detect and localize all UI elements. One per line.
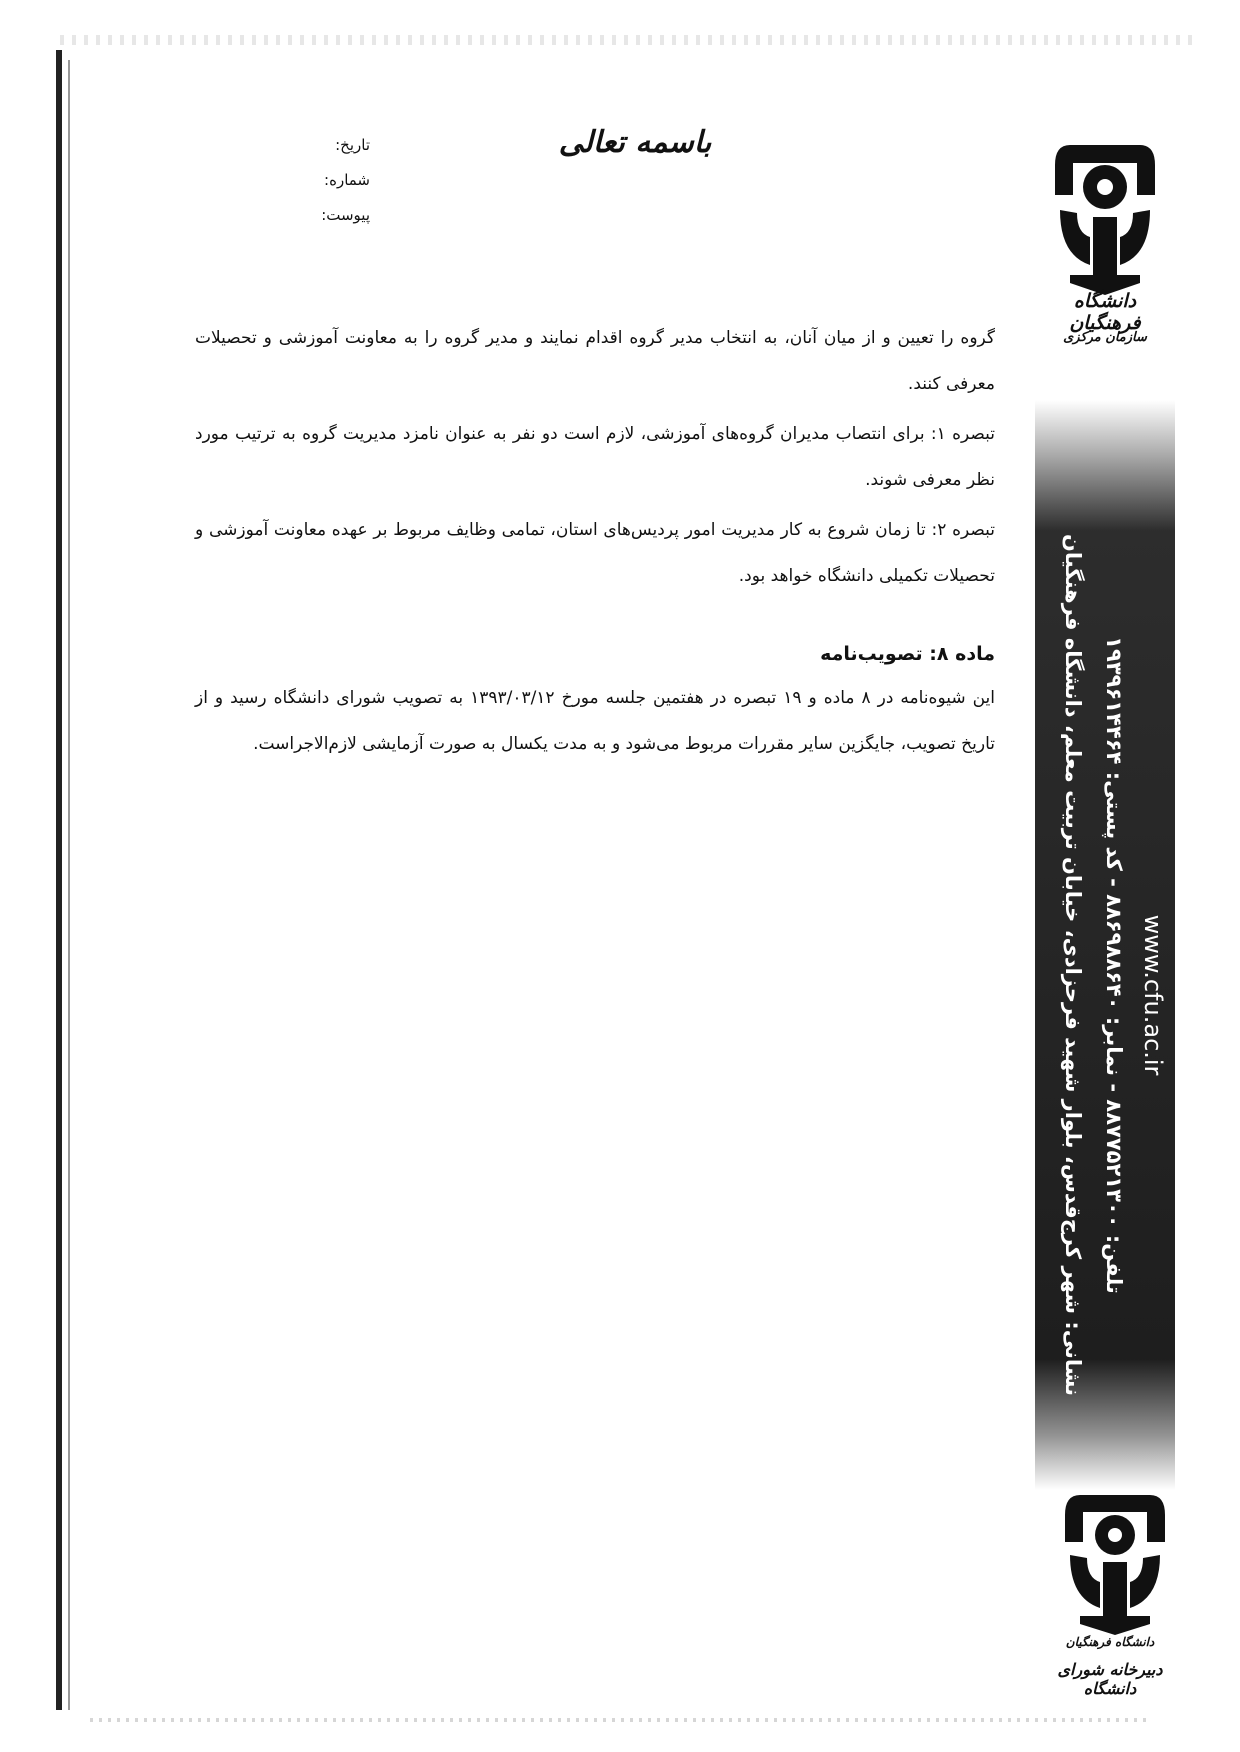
scan-border-left	[56, 50, 62, 1710]
council-secretariat-label: دبیرخانه شورای دانشگاه	[1057, 1660, 1163, 1698]
central-org-label: سازمان مرکزی	[1063, 330, 1147, 345]
phone-fax-postal-text: تلفن: ۸۸۷۷۵۲۱۳۰۰ - نمابر: ۸۸۶۹۸۸۶۴۰ - کد پستی: ۱۹۳۹۶۱۴۴۶۴	[1102, 636, 1126, 1294]
number-label: شماره:	[324, 171, 370, 189]
scan-noise-top	[60, 35, 1200, 45]
attachment-label: پیوست:	[321, 206, 370, 224]
letter-meta-fields	[280, 128, 370, 233]
note-1: تبصره ۱: برای انتصاب مدیران گروه‌های آموزشی، لازم است دو نفر به عنوان نامزد مدیریت گروه به ترتیب مورد نظر معرفی شوند.	[195, 424, 996, 490]
website-text: www.cfu.ac.ir	[1139, 914, 1167, 1076]
scan-border-left-thin	[68, 60, 70, 1710]
date-label: تاریخ:	[335, 136, 370, 154]
university-name-top: دانشگاه فرهنگیان	[1069, 290, 1141, 334]
article-8-text: این شیوه‌نامه در ۸ ماده و ۱۹ تبصره در هفتمین جلسه مورخ ۱۳۹۳/۰۳/۱۲ به تصویب شورای دانشگاه رسید و از تاریخ تصویب، جایگزین سایر مقررات مربوط می‌شود و به مدت یکسال به صورت آزمایشی لازم‌الاجراست.	[195, 688, 995, 754]
article-8-heading: ماده ۸: تصویب‌نامه	[820, 643, 995, 665]
basmala-heading: باسمه تعالی	[558, 125, 712, 160]
letter-body	[195, 315, 995, 771]
paragraph-continuation: گروه را تعیین و از میان آنان، به انتخاب مدیر گروه اقدام نمایند و مدیر گروه را به معاونت آموزشی و تحصیلات معرفی کنند.	[195, 328, 995, 394]
address-text: نشانی: شهر کرج‌قدس، بلوار شهید فرحزادی، خیابان تربیت معلم، دانشگاه فرهنگیان	[1061, 533, 1085, 1397]
university-name-bottom: دانشگاه فرهنگیان	[1065, 1635, 1155, 1649]
scan-noise-bottom	[90, 1718, 1150, 1722]
note-2: تبصره ۲: تا زمان شروع به کار مدیریت امور پردیس‌های استان، تمامی وظایف مربوط بر عهده معاونت آموزشی و تحصیلات تکمیلی دانشگاه خواهد بود.	[195, 520, 995, 586]
